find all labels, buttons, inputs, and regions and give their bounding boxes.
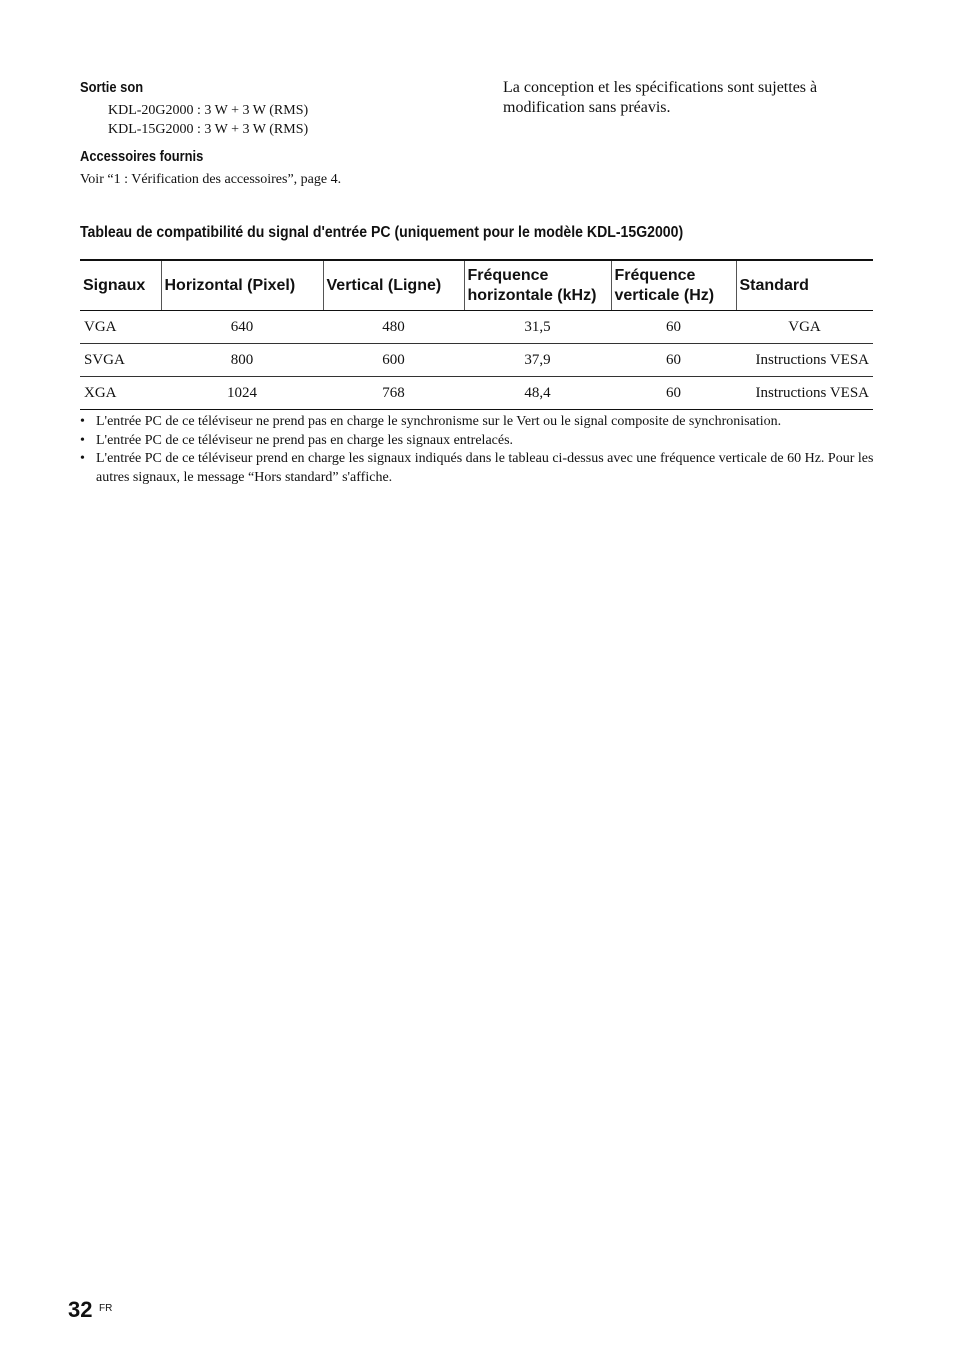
compatibility-table <box>80 259 873 410</box>
table-header-row <box>80 260 873 311</box>
bullet: • <box>80 432 85 448</box>
header-signaux: Signaux <box>80 260 161 311</box>
cell-signal: SVGA <box>80 344 161 377</box>
cell-horizontal: 800 <box>161 344 323 377</box>
header-standard: Standard <box>736 260 873 311</box>
cell-horizontal: 1024 <box>161 377 323 410</box>
cell-freq-horizontale: 37,9 <box>464 344 611 377</box>
note-text: L'entrée PC de ce téléviseur ne prend pas en charge les signaux entrelacés. <box>96 432 514 448</box>
list-item <box>80 450 875 487</box>
list-item <box>80 432 875 451</box>
cell-standard: Instructions VESA <box>736 344 873 377</box>
cell-freq-verticale: 60 <box>611 377 736 410</box>
table-title: Tableau de compatibilité du signal d'entrée PC (uniquement pour le modèle KDL-15G2000) <box>80 224 684 241</box>
cell-vertical: 600 <box>323 344 464 377</box>
header-frequence-verticale: Fréquence verticale (Hz) <box>611 260 736 311</box>
cell-vertical: 768 <box>323 377 464 410</box>
cell-freq-verticale: 60 <box>611 311 736 344</box>
note-text: L'entrée PC de ce téléviseur ne prend pas en charge le synchronisme sur le Vert ou le signal composite de synchronisation. <box>96 414 782 429</box>
table-row <box>80 344 873 377</box>
cell-freq-verticale: 60 <box>611 344 736 377</box>
note-text: L'entrée PC de ce téléviseur prend en charge les signaux indiqués dans le tableau ci-dessus avec une fréquence verticale de 60 Hz. Pour les autres signaux, le message “Hors standard” s'affiche. <box>96 451 874 485</box>
cell-freq-horizontale: 48,4 <box>464 377 611 410</box>
cell-signal: VGA <box>80 311 161 344</box>
sortie-son-line-1: KDL-20G2000 : 3 W + 3 W (RMS) <box>108 103 309 118</box>
header-frequence-horizontale: Fréquence horizontale (kHz) <box>464 260 611 311</box>
sortie-son-line-2: KDL-15G2000 : 3 W + 3 W (RMS) <box>108 122 309 137</box>
page-number: 32 <box>68 1297 93 1322</box>
accessoires-heading: Accessoires fournis <box>80 148 204 165</box>
bullet: • <box>80 414 85 429</box>
list-item <box>80 413 875 432</box>
table-row <box>80 377 873 410</box>
page-language: FR <box>99 1303 113 1314</box>
cell-standard: VGA <box>736 311 873 344</box>
notes-list <box>80 413 875 487</box>
header-horizontal: Horizontal (Pixel) <box>161 260 323 311</box>
cell-signal: XGA <box>80 377 161 410</box>
bullet: • <box>80 451 85 466</box>
cell-vertical: 480 <box>323 311 464 344</box>
sortie-son-heading: Sortie son <box>80 79 144 96</box>
table-row <box>80 311 873 344</box>
cell-standard: Instructions VESA <box>736 377 873 410</box>
design-notice-text: La conception et les spécifications sont sujettes à modification sans préavis. <box>503 79 818 116</box>
header-vertical: Vertical (Ligne) <box>323 260 464 311</box>
cell-horizontal: 640 <box>161 311 323 344</box>
accessoires-text: Voir “1 : Vérification des accessoires”, page 4. <box>80 172 342 187</box>
cell-freq-horizontale: 31,5 <box>464 311 611 344</box>
